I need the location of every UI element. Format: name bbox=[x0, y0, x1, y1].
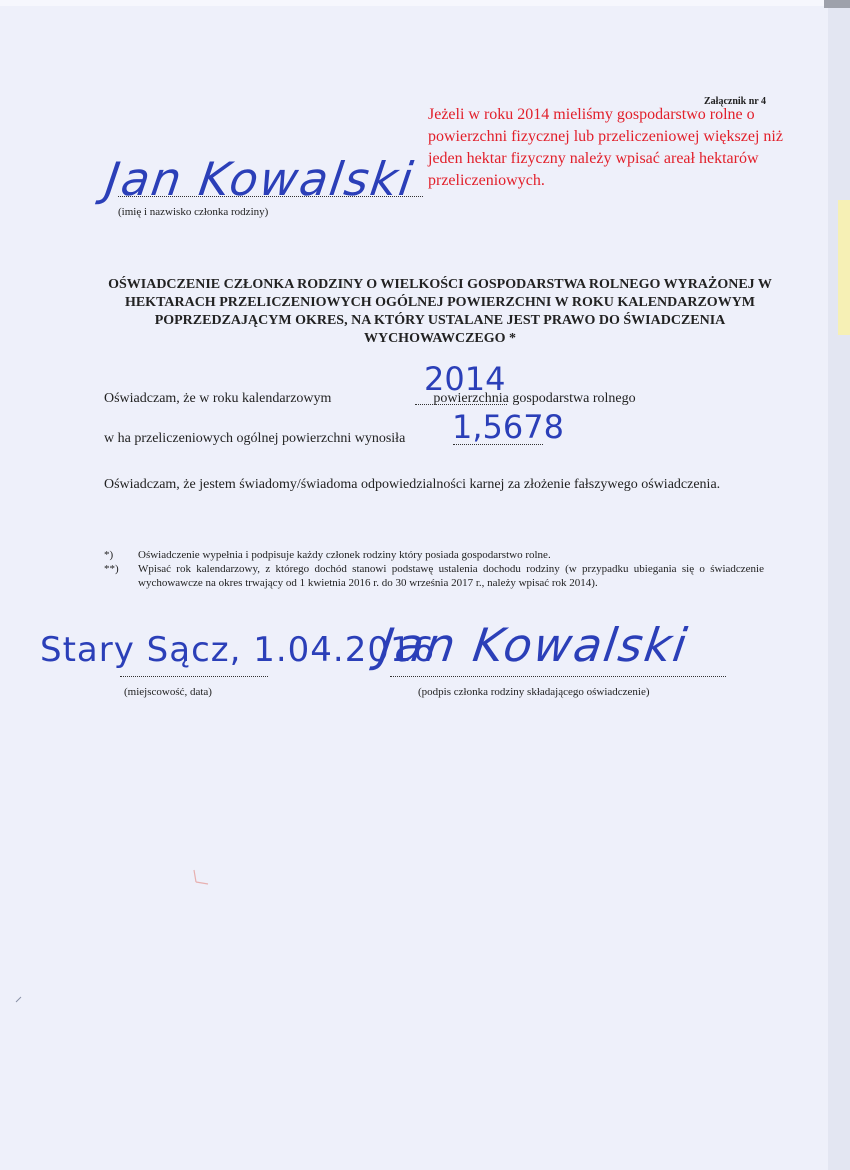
footnote-mark: **) bbox=[104, 563, 119, 575]
signature-caption: (podpis członka rodziny składającego oświadczenie) bbox=[418, 686, 650, 698]
instruction-note: Jeżeli w roku 2014 mieliśmy gospodarstwo rolne o powierzchni fizycznej lub przeliczeniowej większej niż jeden hektar fizyczny należy wpisać areał hektarów przeliczeniowych. bbox=[428, 106, 783, 189]
pen-mark bbox=[14, 994, 24, 1004]
footnote-text: Oświadczenie wypełnia i podpisuje każdy członek rodziny który posiada gospodarstwo rolne. bbox=[138, 549, 551, 561]
yellow-sticky-tab bbox=[838, 200, 850, 335]
footnote bbox=[104, 548, 764, 562]
document-title: OŚWIADCZENIE CZŁONKA RODZINY O WIELKOŚCI GOSPODARSTWA ROLNEGO WYRAŻONEJ W HEKTARACH PRZELICZENIOWYCH OGÓLNEJ POWIERZCHNI W ROKU KALENDARZOWYM POPRZEDZAJĄCYM OKRES, NA KTÓRY USTALANE JEST PRAWO DO ŚWIADCZENIA WYCHOWAWCZEGO * bbox=[108, 277, 772, 346]
scan-edge-top bbox=[0, 0, 850, 6]
place-date-handwritten: Stary Sącz, 1.04.2016 bbox=[40, 630, 436, 670]
footnote-text: Wpisać rok kalendarzowy, z którego dochód stanowi podstawę ustalenia dochodu rodziny (w przypadku ubiegania się o świadczenie wychowawcze na okres trwający od 1 kwietnia 2016 r. do 30 września 2017 r., należy wpisać rok 2014). bbox=[138, 563, 764, 589]
statement-year-text-after: powierzchnia gospodarstwa rolnego bbox=[433, 391, 636, 406]
pen-mark bbox=[190, 868, 216, 890]
attachment-label: Załącznik nr 4 bbox=[704, 96, 767, 107]
statement-area-line bbox=[104, 430, 764, 448]
footnote bbox=[104, 562, 764, 590]
place-date-line bbox=[120, 676, 268, 677]
scan-dark-corner bbox=[824, 0, 850, 8]
signature-line bbox=[390, 676, 726, 677]
statement-area-text: w ha przeliczeniowych ogólnej powierzchni wynosiła bbox=[104, 431, 406, 446]
member-name-caption: (imię i nazwisko członka rodziny) bbox=[118, 206, 269, 218]
year-handwritten: 2014 bbox=[424, 360, 506, 398]
area-handwritten: 1,5678 bbox=[452, 408, 564, 446]
scan-edge-right bbox=[828, 0, 850, 1170]
liability-statement: Oświadczam, że jestem świadomy/świadoma odpowiedzialności karnej za złożenie fałszywego oświadczenia. bbox=[104, 477, 721, 492]
year-dotted-line bbox=[415, 404, 507, 405]
statement-year-text-before: Oświadczam, że w roku kalendarzowym bbox=[104, 391, 332, 406]
member-name-handwritten: Jan Kowalski bbox=[102, 152, 418, 206]
signature-handwritten: Jan Kowalski bbox=[376, 618, 692, 672]
member-name-line bbox=[118, 196, 423, 197]
footnotes bbox=[104, 548, 764, 590]
place-date-caption: (miejscowość, data) bbox=[124, 686, 212, 698]
footnote-mark: *) bbox=[104, 549, 114, 561]
